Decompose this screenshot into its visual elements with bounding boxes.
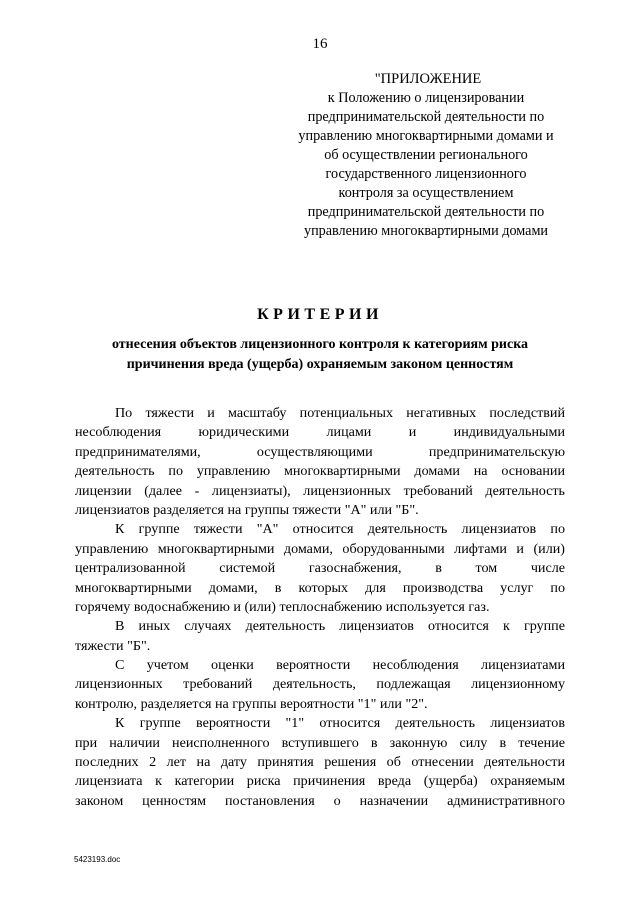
appendix-line: к Положению о лицензировании <box>327 90 525 106</box>
appendix-title: "ПРИЛОЖЕНИЕ <box>374 71 482 87</box>
appendix-line: контроля за осуществлением <box>338 185 514 201</box>
text-line: К группе вероятности "1" относится деятельность лицензиатов <box>115 715 565 732</box>
criteria-subtitle-line: причинения вреда (ущерба) охраняемым законом ценностям <box>126 357 514 372</box>
paragraph <box>75 714 565 811</box>
text-line: деятельность по управлению многоквартирными домами на основании <box>75 463 565 480</box>
appendix-line: об осуществлении регионального <box>324 147 528 163</box>
text-line: лицензии (далее - лицензиаты), лицензионных требований деятельность <box>75 482 565 499</box>
paragraph <box>75 656 565 714</box>
appendix-line: предпринимательской деятельности по <box>307 109 545 125</box>
text-line: многоквартирными домами, в которых для производства услуг по <box>75 579 565 596</box>
text-line: управлению многоквартирными домами, оборудованными лифтами и (или) <box>75 540 565 557</box>
criteria-title: КРИТЕРИИ <box>257 306 383 323</box>
text-line: предпринимателями, осуществляющими предпринимательскую <box>75 443 565 460</box>
appendix-header <box>276 70 576 241</box>
text-line: при наличии неисполненного вступившего в законную силу в течение <box>75 734 565 751</box>
paragraph <box>75 617 565 656</box>
text-line: несоблюдения юридическими лицами и индивидуальными <box>75 424 565 441</box>
text-line: горячему водоснабжению и (или) теплоснабжению используется газ. <box>75 598 490 615</box>
criteria-subtitle-line: отнесения объектов лицензионного контроля к категориям риска <box>111 337 529 352</box>
text-line: лицензиатов разделяется на группы тяжести "А" или "Б". <box>75 501 419 518</box>
text-line: лицензиата к категории риска причинения вреда (ущерба) охраняемым <box>75 773 565 790</box>
paragraph <box>75 520 565 617</box>
text-line: В иных случаях деятельность лицензиатов относится к группе <box>115 618 565 635</box>
text-line: последних 2 лет на дату принятия решения об отнесении деятельности <box>75 754 565 771</box>
text-line: С учетом оценки вероятности несоблюдения лицензиатами <box>115 657 565 674</box>
text-line: контролю, разделяется на группы вероятности "1" или "2". <box>75 695 428 712</box>
file-name-footer: 5423193.doc <box>74 855 121 864</box>
text-line: К группе тяжести "А" относится деятельность лицензиатов по <box>115 521 565 538</box>
appendix-line: управлению многоквартирными домами и <box>298 128 554 144</box>
document-body <box>75 404 565 811</box>
paragraph <box>75 404 565 520</box>
text-line: законом ценностям постановления о назначении административного <box>75 792 565 809</box>
page-number: 16 <box>312 36 328 52</box>
text-line: лицензионных требований деятельность, подлежащая лицензионному <box>75 676 565 693</box>
text-line: централизованной системой газоснабжения, в том числе <box>75 560 565 577</box>
appendix-line: предпринимательской деятельности по <box>307 204 545 220</box>
text-line: тяжести "Б". <box>75 637 151 654</box>
criteria-subtitle <box>60 335 580 375</box>
text-line: По тяжести и масштабу потенциальных негативных последствий <box>115 405 565 421</box>
appendix-line: государственного лицензионного <box>325 166 527 182</box>
appendix-line: управлению многоквартирными домами <box>303 223 549 239</box>
